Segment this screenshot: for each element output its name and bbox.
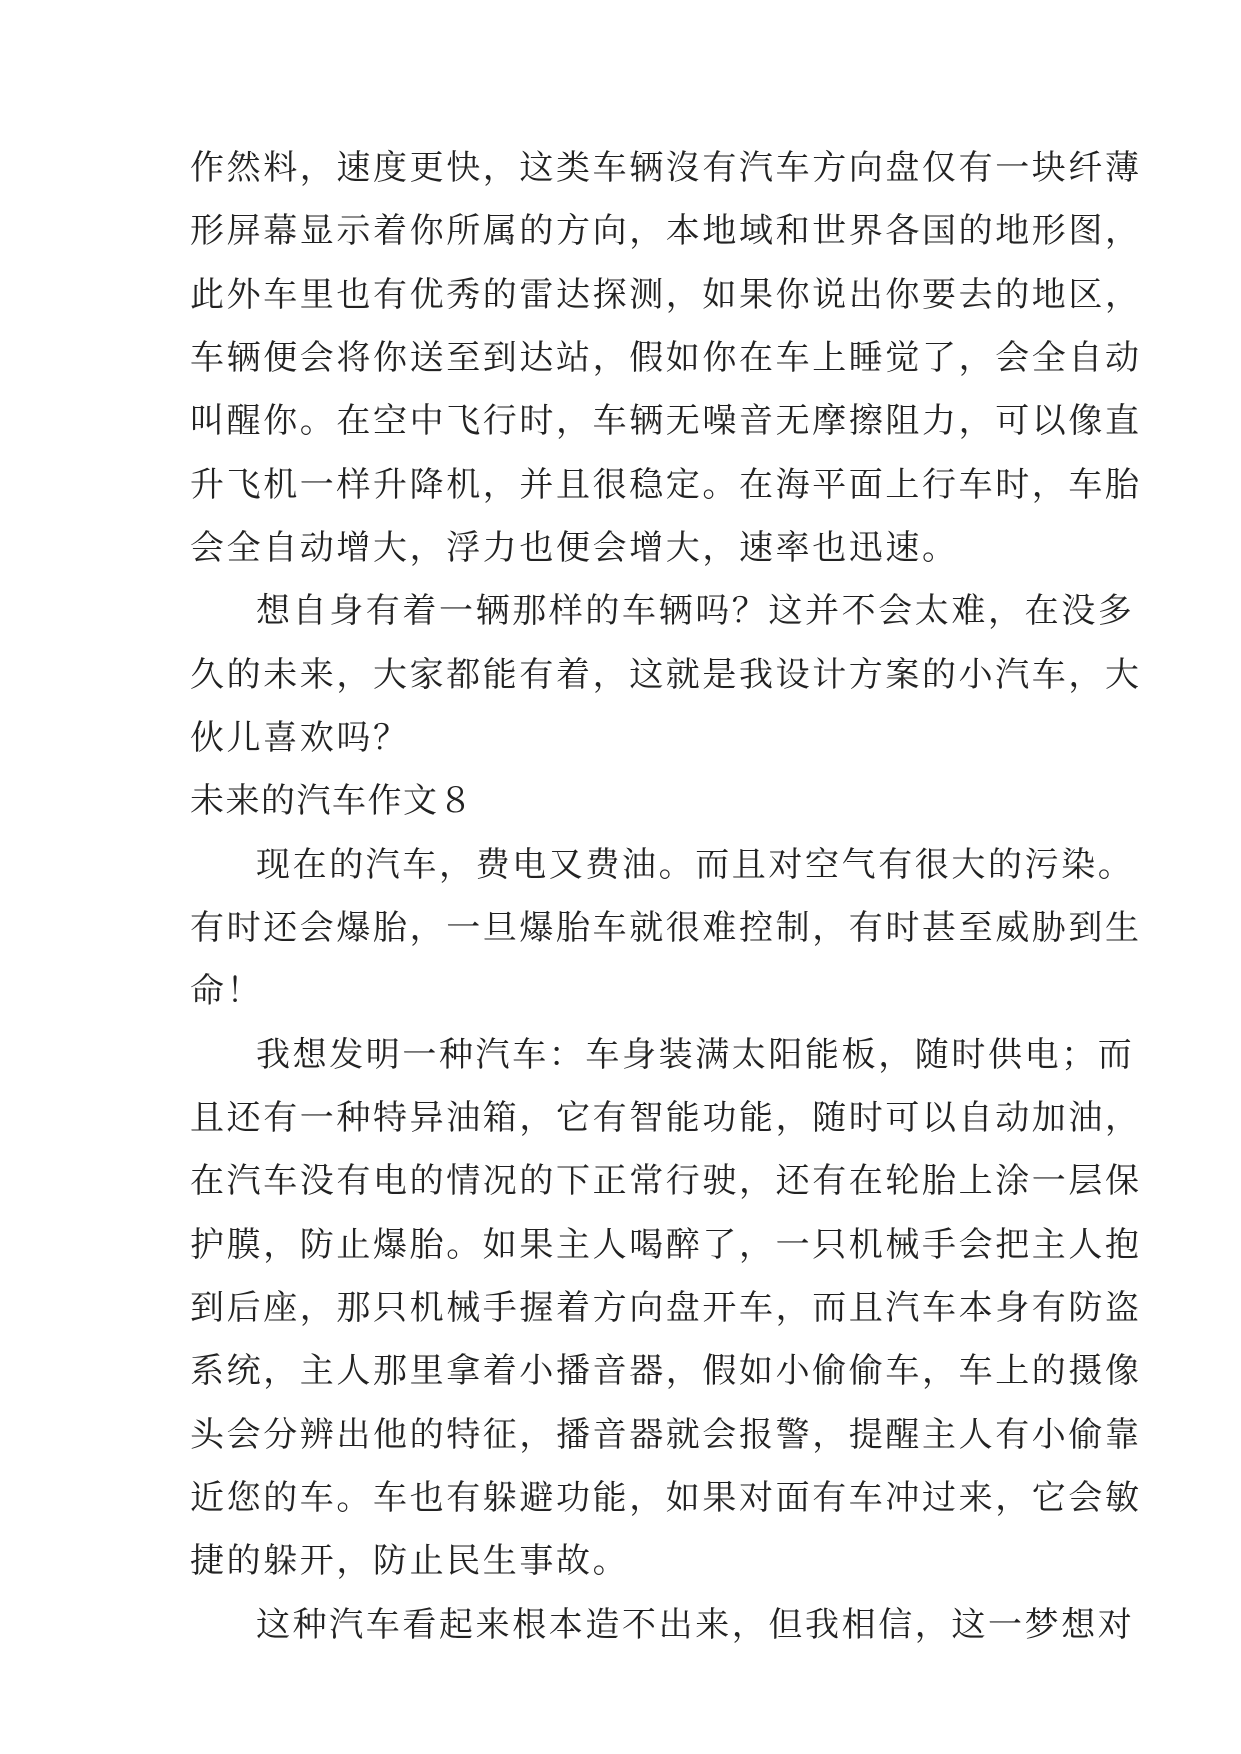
text-line: 叫醒你。在空中飞行时，车辆无噪音无摩擦阻力，可以像直 [190, 401, 1142, 441]
text-line: 我想发明一种汽车：车身装满太阳能板，随时供电；而 [256, 1035, 1135, 1075]
text-line: 在汽车没有电的情况的下正常行驶，还有在轮胎上涂一层保 [190, 1161, 1142, 1201]
text-line: 车辆便会将你送至到达站，假如你在车上睡觉了，会全自动 [190, 338, 1142, 378]
text-line: 作然料，速度更快，这类车辆沒有汽车方向盘仅有一块纤薄 [190, 148, 1142, 188]
text-line: 有时还会爆胎，一旦爆胎车就很难控制，有时甚至威胁到生 [190, 908, 1142, 948]
text-line: 近您的车。车也有躲避功能，如果对面有车冲过来，它会敏 [190, 1478, 1142, 1518]
text-line: 会全自动增大，浮力也便会增大，速率也迅速。 [190, 528, 959, 568]
text-line: 护膜，防止爆胎。如果主人喝醉了，一只机械手会把主人抱 [190, 1225, 1142, 1265]
text-line: 头会分辨出他的特征，播音器就会报警，提醒主人有小偷靠 [190, 1415, 1142, 1455]
text-line: 系统，主人那里拿着小播音器，假如小偷偷车，车上的摄像 [190, 1351, 1142, 1391]
text-line: 升飞机一样升降机，并且很稳定。在海平面上行车时，车胎 [190, 465, 1142, 505]
text-line: 形屏幕显示着你所属的方向，本地域和世界各国的地形图， [190, 211, 1142, 251]
text-line: 捷的躲开，防止民生事故。 [190, 1541, 630, 1581]
text-line: 这种汽车看起来根本造不出来，但我相信，这一梦想对 [256, 1605, 1135, 1645]
text-line: 久的未来，大家都能有着，这就是我设计方案的小汽车，大 [190, 655, 1142, 695]
section-heading: 未来的汽车作文８ [190, 781, 474, 821]
text-line: 现在的汽车，费电又费油。而且对空气有很大的污染。 [256, 845, 1135, 885]
text-line: 想自身有着一辆那样的车辆吗？这并不会太难，在没多 [256, 591, 1135, 631]
text-line: 命！ [190, 971, 264, 1011]
text-line: 伙儿喜欢吗？ [190, 718, 410, 758]
text-line: 此外车里也有优秀的雷达探测，如果你说出你要去的地区， [190, 275, 1142, 315]
text-line: 且还有一种特异油箱，它有智能功能，随时可以自动加油， [190, 1098, 1142, 1138]
text-line: 到后座，那只机械手握着方向盘开车，而且汽车本身有防盗 [190, 1288, 1142, 1328]
